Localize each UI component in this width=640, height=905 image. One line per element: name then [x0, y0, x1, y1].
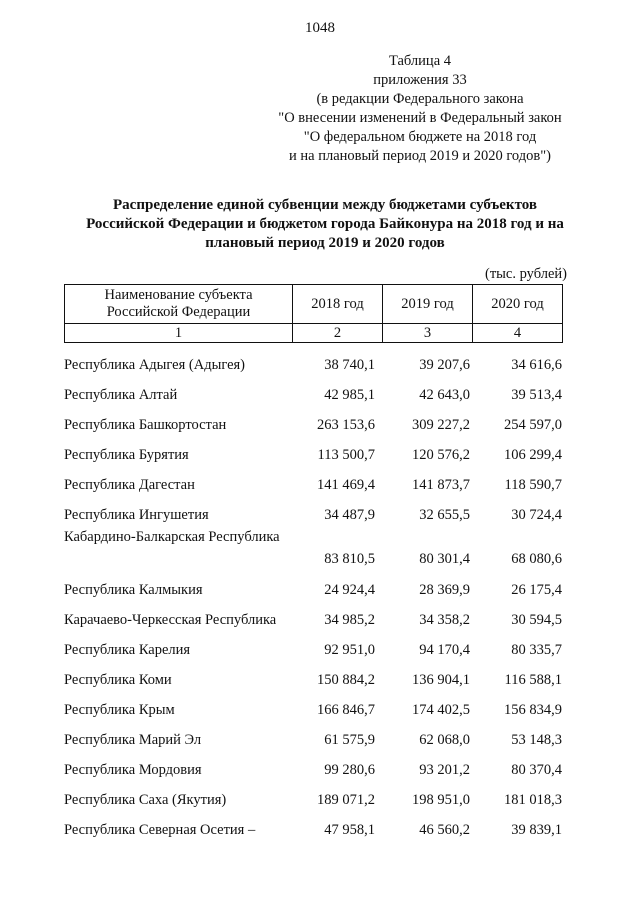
value-2020: 118 590,7: [504, 477, 562, 493]
column-header-2019: 2019 год: [383, 285, 473, 324]
value-2019: 309 227,2: [412, 417, 470, 433]
table-row: [64, 499, 569, 529]
table-row: [64, 814, 569, 844]
title-line: Распределение единой субвенции между бюджетами субъектов: [113, 197, 537, 213]
table-row: [64, 469, 569, 499]
value-2019: 62 068,0: [419, 732, 470, 748]
table-row: [64, 604, 569, 634]
subject-name: Республика Карелия: [64, 642, 191, 658]
subject-name: Республика Марий Эл: [64, 732, 202, 748]
table-row: [64, 409, 569, 439]
value-2020: 181 018,3: [504, 792, 562, 808]
subject-name: Республика Дагестан: [64, 477, 195, 493]
table-row: [64, 634, 569, 664]
subject-name: Республика Башкортостан: [64, 417, 227, 433]
subject-name: Республика Мордовия: [64, 762, 202, 778]
page-number: 1048: [305, 20, 335, 36]
value-2018: 141 469,4: [317, 477, 375, 493]
subject-name: Республика Калмыкия: [64, 582, 203, 598]
value-2020: 254 597,0: [504, 417, 562, 433]
value-2019: 28 369,9: [419, 582, 470, 598]
subject-name: Республика Адыгея (Адыгея): [64, 357, 246, 373]
value-2020: 34 616,6: [511, 357, 562, 373]
header-line: "О внесении изменений в Федеральный закон: [278, 110, 562, 126]
value-2018: 150 884,2: [317, 672, 375, 688]
table-row: [64, 379, 569, 409]
value-2020: 39 513,4: [511, 387, 562, 403]
column-header-name-line: Наименование субъекта: [104, 287, 253, 303]
column-number-row: [65, 324, 563, 343]
table-row: [64, 784, 569, 814]
document-title: [40, 196, 610, 253]
table-row: [64, 574, 569, 604]
subject-name: Республика Крым: [64, 702, 175, 718]
value-2019: 46 560,2: [419, 822, 470, 838]
column-header-2020: 2020 год: [473, 285, 563, 324]
column-header-row: [65, 285, 563, 324]
value-2020: 39 839,1: [511, 822, 562, 838]
value-2019: 32 655,5: [419, 507, 470, 523]
value-2019: 174 402,5: [412, 702, 470, 718]
value-2020: 156 834,9: [504, 702, 562, 718]
units-label: (тыс. рублей): [485, 266, 567, 282]
value-2018: 34 487,9: [324, 507, 375, 523]
header-line: приложения 33: [373, 72, 467, 88]
column-header-name-line: Российской Федерации: [106, 304, 251, 320]
value-2020: 26 175,4: [511, 582, 562, 598]
value-2018: 38 740,1: [324, 357, 375, 373]
column-header-2018: 2018 год: [293, 285, 383, 324]
value-2018: 61 575,9: [324, 732, 375, 748]
header-line: и на плановый период 2019 и 2020 годов"): [289, 148, 551, 164]
table-body: [64, 349, 569, 844]
value-2018: 99 280,6: [324, 762, 375, 778]
table-row: [64, 349, 569, 379]
value-2019: 80 301,4: [419, 551, 470, 567]
header-line: "О федеральном бюджете на 2018 год: [303, 129, 537, 145]
subject-name: Карачаево-Черкесская Республика: [64, 612, 277, 628]
header-line: Таблица 4: [388, 53, 451, 69]
table-row: [64, 529, 569, 574]
value-2018: 189 071,2: [317, 792, 375, 808]
value-2019: 94 170,4: [419, 642, 470, 658]
column-number: 3: [383, 324, 473, 343]
subject-name: Республика Северная Осетия –: [64, 822, 256, 838]
title-line: Российской Федерации и бюджетом города Байконура на 2018 год и на: [86, 216, 564, 232]
value-2020: 80 335,7: [511, 642, 562, 658]
value-2018: 263 153,6: [317, 417, 375, 433]
table-row: [64, 724, 569, 754]
value-2018: 42 985,1: [324, 387, 375, 403]
title-line: плановый период 2019 и 2020 годов: [205, 235, 445, 251]
value-2018: 24 924,4: [324, 582, 375, 598]
value-2018: 34 985,2: [324, 612, 375, 628]
value-2018: 113 500,7: [317, 447, 375, 463]
value-2019: 42 643,0: [419, 387, 470, 403]
column-number: 2: [293, 324, 383, 343]
value-2019: 136 904,1: [412, 672, 470, 688]
value-2020: 30 724,4: [511, 507, 562, 523]
value-2018: 83 810,5: [324, 551, 375, 567]
value-2020: 106 299,4: [504, 447, 562, 463]
appendix-header: [230, 52, 610, 166]
value-2019: 39 207,6: [419, 357, 470, 373]
subject-name: Республика Ингушетия: [64, 507, 209, 523]
value-2019: 93 201,2: [419, 762, 470, 778]
value-2020: 53 148,3: [511, 732, 562, 748]
column-header-name: [65, 285, 293, 324]
subject-name: Республика Коми: [64, 672, 172, 688]
subject-name: Республика Саха (Якутия): [64, 792, 227, 808]
value-2019: 198 951,0: [412, 792, 470, 808]
value-2020: 68 080,6: [511, 551, 562, 567]
value-2020: 80 370,4: [511, 762, 562, 778]
value-2019: 34 358,2: [419, 612, 470, 628]
subject-name: Республика Бурятия: [64, 447, 189, 463]
subject-name: Республика Алтай: [64, 387, 178, 403]
value-2018: 92 951,0: [324, 642, 375, 658]
table-row: [64, 694, 569, 724]
table-header: [64, 284, 563, 343]
table-row: [64, 664, 569, 694]
subject-name: Кабардино-Балкарская Республика: [64, 529, 280, 545]
value-2019: 120 576,2: [412, 447, 470, 463]
table-row: [64, 439, 569, 469]
value-2018: 47 958,1: [324, 822, 375, 838]
column-number: 4: [473, 324, 563, 343]
value-2020: 116 588,1: [504, 672, 562, 688]
value-2020: 30 594,5: [511, 612, 562, 628]
table-row: [64, 754, 569, 784]
value-2018: 166 846,7: [317, 702, 375, 718]
header-line: (в редакции Федерального закона: [316, 91, 524, 107]
value-2019: 141 873,7: [412, 477, 470, 493]
column-number: 1: [65, 324, 293, 343]
